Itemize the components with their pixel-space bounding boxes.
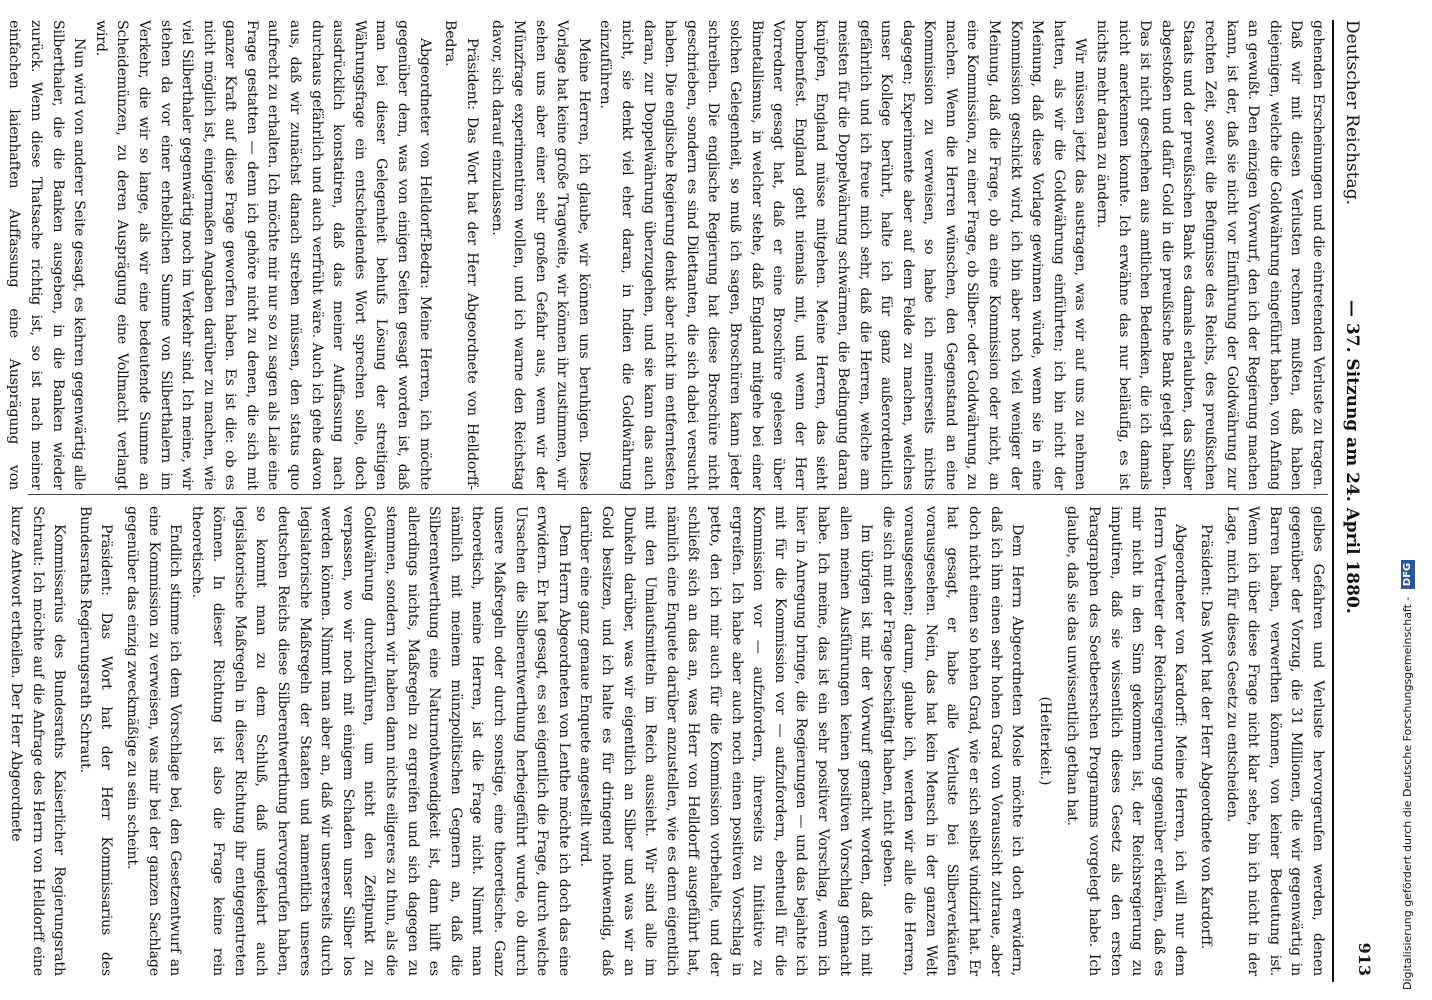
header-rule (1332, 20, 1334, 982)
paragraph: Dem Herrn Abgeordneten von Lenthe möchte ich doch das eine erwidern. Er hat gesagt, es sei eigentlich die Frage, durch welche Ursachen die Silberentwerthung herbeigeführt wurde, ob durch unsere Maßregeln oder durch sonstige, eine theoretische. Ganz theoretisch, meine Herren, ist die Frage nicht. Nimmt man nämlich mit meinem münzpolitischen Gegnern an, daß die Silberentwerthung eine Naturnothwendigkeit ist, dann hilft es allerdings nichts, Maßregeln zu ergreifen und sich dagegen zu stemmen, sondern wir haben dann nichts eiligeres zu thun, als die Goldwährung durchzuführen, um nicht den Zeitpunkt zu verpassen, wo wir noch mit einigem Schaden unser Silber los werden können. Nimmt man aber an, daß wir unsererseits durch legislatorische Maßregeln der Staaten und namentlich unseres deutschen Reichs diese Silberentwerthung hervorgerufen haben, so kommt man zu dem Schluß, daß umgekehrt auch legislatorische Maßregeln in dieser Richtung ihr entgegentreten können. In dieser Richtung ist also die Frage keine rein theoretische. (188, 506, 572, 976)
paragraph: Endlich stimme ich dem Vorschlage bei, den Gesetzentwurf an eine Kommission zu verweisen, was mir bei der ganzen Sachlage gegenüber das einzig zweckmäßige zu sein scheint. (123, 506, 184, 976)
interjection: (Heiterkeit.) (1036, 696, 1053, 786)
speaker-paragraph: Präsident: Das Wort hat der Herr Abgeordnete von Helldorff-Bedra. (442, 20, 480, 490)
paragraph: Meine Herren, ich glaube, wir können uns beruhigen. Diese Vorlage hat keine große Tragweite, wir können ihr zustimmen, wir sehen uns aber einer sehr großen Gefahr aus, wenn wir der Münzfrage experimentiren wollen, und ich warne den Reichstag davor, sich darauf einzulassen. (489, 20, 592, 490)
page-number: 913 (1355, 942, 1374, 976)
speaker-paragraph: Präsident: Das Wort hat der Herr Kommissarius des Bundesraths Regierungsrath Schraut. (76, 506, 115, 976)
text-column-right (7, 506, 1328, 976)
page-header (1332, 20, 1376, 982)
dfg-logo: DFG (1401, 560, 1415, 589)
paragraph: Im übrigen ist mir der Vorwurf gemacht worden, daß ich mit allen meinen Ausführungen keinen positiven Vorschlag gemacht habe. Ich meine, das ist ein sehr positiver Vorschlag, wenn ich hier in Anregung bringe, die Regierungen — und das bejahte ich mit für die Kommission vor — aufzufordern, ebentuell für die Kommission vor — aufzufordern, ihrerseits zu Initiative zu ergreifen. Ich habe aber auch noch einen positiven Vorschlag in petto, den ich mir auch für die Kommission vorbehalte, und der schließt sich an das an, was Herr von Helldorff ausgeführt hat, nämlich eine Enquete darüber anzustellen, wie es denn eigentlich mit den Umlaufsmitteln im Reich aussieht. Wir sind alle im Dunkeln darüber, was wir eigentlich an Silber und was wir an Gold besitzen, und ich halte es für dringend nothwendig, daß darüber eine ganz genaue Enquete angestellt wird. (577, 506, 875, 976)
header-session: — 37. Sitzung am 24. April 1880. (1342, 300, 1362, 614)
speaker-paragraph: Präsident: Das Wort hat der Herr Abgeordnete von Kardorff. (1198, 524, 1215, 950)
funding-stamp (1388, 0, 1432, 1000)
header-publication: Deutscher Reichstag. (1342, 20, 1362, 205)
speaker-paragraph: Abgeordneter von Helldorff-Bedra: Meine Herren, ich möchte gegenüber dem, was von einigen Seiten gesagt worden ist, daß man bei dieser Gelegenheit behufs Lösung der streitigen Währungsfrage ein entscheidendes Wort sprechen solle, doch ausdrücklich konstatiren, daß das meiner Auffassung nach durchaus gefährlich und auch verfrüht wäre. Auch ich gehe davon aus, daß wir zunächst danach streben müssen, den status quo aufrecht zu erhalten. Ich möchte mir nur so zu sagen als Laie eine Frage gestatten — denn ich gehöre nicht zu denen, die sich mit ganzer Kraft auf diese Frage geworfen haben. Es ist die: ob es nicht möglich ist, einigermaßen Angaben darüber zu machen, wie viel Silberthaler gegenwärtig noch im Verkehr sind. Ich meine, wir stehen da vor einer erheblichen Summe von Silberthalern im Verkehr, die wir so lange, als wir eine bedeutende Summe an Scheidemünzen, zu deren Ausprägung eine Vollmacht verlangt wird. (92, 20, 433, 490)
paragraph: gelbes Gefahren und Verluste hervorgerufen werden, denen gegenüber der Vorzug, die 31 Millionen, die wir gegenwärtig in Barren haben, verwerthen können, von keiner Bedeutung ist. Wenn ich über diese Frage nicht klar sehe, bin ich nicht in der Lage, mich für dieses Gesetz zu entscheiden. (1223, 506, 1326, 976)
paragraph: Nun wird von anderer Seite gesagt, es kehren gegenwärtig alle Silberthaler, die die Banken ausgeben, in die Banken wieder zurück. Wenn diese Thatsache richtig ist, so ist nach meiner einfachen laienhaften Auffassung eine Ausprägung von (6, 20, 88, 490)
funding-note: Digitalisierung gefördert durch die Deutsche Forschungsgemeinschaft - (1401, 596, 1414, 990)
paragraph: Wir müssen jetzt das austragen, was wir auf uns zu nehmen hatten, als wir die Goldwährung einführten; ich bin nicht der Meinung, daß diese Vorlage gewinnen würde, wenn sie in eine Kommission geschickt wird, ich bin aber noch viel weniger der Meinung, daß die Frage, ob an eine Kommission oder nicht, an eine Kommission, zu einer Frage, ob Silber- oder Goldwährung, zu machen. Wenn die Herren wünschen, den Gegenstand an eine Kommission zu verweisen, so habe ich meinerseits nichts dagegen; Experimente aber auf dem Felde zu machen, welches unser Kollege berührt, halte ich für ganz außerordentlich gefährlich und ich freue mich sehr, daß die Herren, welche am meisten für die Doppelwährung schwärmen, die Bedingung daran knüpfen, England müsse mitgehen. Meine Herren, das sieht bombenfest. England geht niemals mit, und wenn der Herr Vorredner gesagt hat, daß er eine Broschüre gelesen über Bimetallismus, in welcher stehe, daß England mitgehe bei einer solchen Gelegenheit, so muß ich sagen, Broschüren kann jeder schreiben. Die englische Regierung hat diese Broschüre nicht geschrieben, sondern es sind Dilettanten, die sich dabei versucht haben. Die englische Regierung denkt aber nicht im entferntesten daran, zur Doppelwährung überzugehen, und sie kann das auch nicht, sie denkt viel eher daran, in Indien die Goldwährung einzuführen. (597, 20, 1089, 490)
text-column-left (6, 20, 1328, 490)
paragraph: Dem Herrn Abgeordneten Mosle möchte ich doch erwidern, daß ich ihm einen sehr hohen Grad von Voraussicht zutraue, aber doch nicht einen so hohen Grad, wie er sich selbst vindizirt hat. Er hat gesagt, er habe alle Verluste bei Silberverkäufen vorausgesehen. Nein, das hat kein Mensch in der ganzen Welt vorausgesehen; darum, glaube ich, werden wir alle die Herren, die sich mit der Frage beschäftigt haben, nicht geben. (879, 506, 1026, 976)
paragraph: gehenden Erscheinungen und die eintretenden Verluste zu tragen. Daß wir mit diesen Verlusten rechnen mußten, daß haben diejenigen, welche die Goldwährung eingeführt haben, von Anfang an gewußt. Den einzigen Vorwurf, den ich der Regierung machen kann, ist der, daß sie nicht vor Einführung der Goldwährung zur rechten Zeit, soweit die Befugnisse des Reichs, des preußischen Staats und der preußischen Bank es damals erlaubten, das Silber abgestoßen und dafür Gold in die preußische Bank gelegt haben. Das ist nicht geschehen aus amtlichen Bedenken, die ich damals nicht anerkennen konnte. Ich erwähne das nur beiläufig, es ist nichts mehr daran zu ändern. (1094, 20, 1326, 490)
speaker-paragraph: Abgeordneter von Kardorff: Meine Herren, ich will nur dem Herrn Vertreter der Reichsregierung gegenüber erklären, daß es mir nicht in den Sinn gekommen ist, der Reichsregierung zu imputiren, daß sie wissentlich dieses Gesetz als den ersten Paragraphen des Soetbeerschen Programms vorgelegt habe. Ich glaube, daß sie das unwissentlich gethan hat. (1064, 506, 1189, 976)
column-divider (28, 494, 1328, 495)
speaker-paragraph: Kommissarius des Bundesraths Kaiserlicher Regierungsrath Schraut: Ich möchte auf die Anfrage des Herrn von Helldorff eine kurze Antwort ertheilen. Der Herr Abgeordnete (7, 506, 68, 976)
